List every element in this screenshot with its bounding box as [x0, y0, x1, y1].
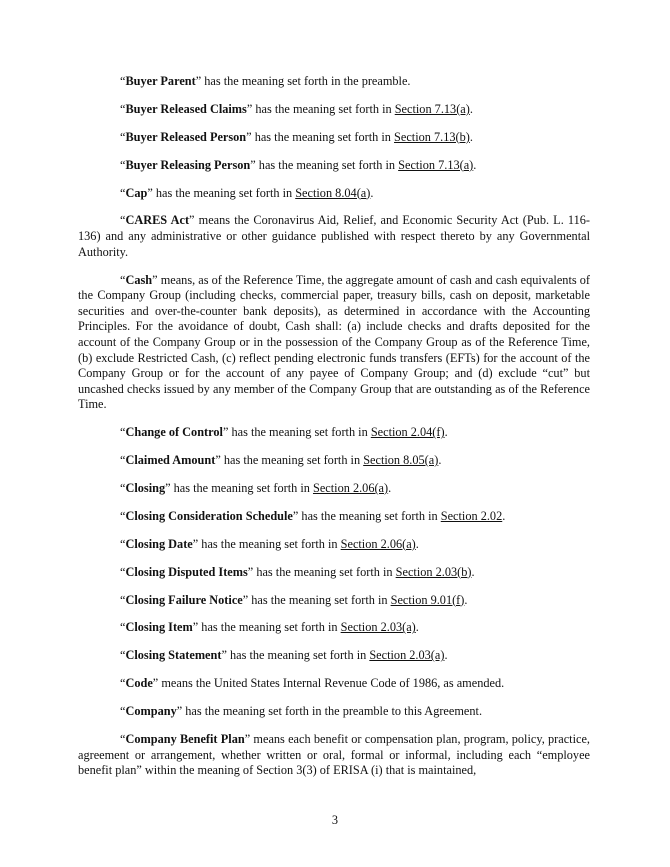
page-number: 3: [331, 813, 339, 827]
definition-text: has the meaning set forth in the preamble to this Agreement.: [182, 704, 483, 719]
definition: “Claimed Amount” has the meaning set forth in Section 8.05(a).: [120, 453, 442, 468]
definition-text: has the meaning set forth in: [170, 480, 313, 495]
section-reference: Section 7.13(a): [398, 157, 474, 172]
defined-term: Code: [125, 676, 153, 691]
definition: “Company” has the meaning set forth in the preamble to this Agreement.: [120, 704, 483, 719]
definition-text: has the meaning set forth in: [152, 185, 296, 200]
definition-text: means, as of the Reference Time, the aggregate amount of cash and cash equivalents of the Company Group (including checks, commercial paper, treasury bills, cash on deposit, marketable securities and over-the-counter bank deposits), as determined in accordance with the Accounting Principles. For the avoidance of doubt, Cash shall: (a) include checks and drafts deposited for the account of the Company Group or in the possession of the Company Group as of the Reference Time, (b) exclude Restricted Cash, (c) reflect pending electronic funds transfers (EFTs) for the account of the Company Group or for the account of any payee of Company Group; and (d) exclude “cut” but uncashed checks issued by any member of the Company Group that are outstanding as of the Reference Time.: [78, 272, 590, 412]
section-reference: Section 7.13(b): [394, 129, 470, 144]
defined-term: Company: [125, 704, 177, 719]
definition-text: has the meaning set forth in the preamble.: [201, 74, 411, 88]
section-reference: Section 2.06(a): [340, 536, 416, 551]
definition-text: means the Coronavirus Aid, Relief, and Economic Security Act (Pub. L. 116-136) and any administrative or other guidance published with respect thereto by any Governmental Authority.: [78, 213, 590, 259]
section-reference: Section 9.01(f): [390, 592, 465, 607]
definition-text: has the meaning set forth in: [220, 453, 364, 468]
defined-term: Closing Failure Notice: [125, 592, 243, 607]
definition: “Buyer Parent” has the meaning set forth in the preamble.: [120, 74, 411, 88]
section-reference: Section 2.03(a): [369, 648, 445, 663]
section-reference: Section 8.05(a): [363, 453, 439, 468]
definition: “Cap” has the meaning set forth in Section 8.04(a).: [120, 185, 374, 200]
definition-text: has the meaning set forth in: [248, 592, 391, 607]
section-reference: Section 7.13(a): [394, 101, 470, 116]
section-reference: Section 2.06(a): [312, 480, 389, 495]
section-reference: Section 2.03(a): [340, 620, 416, 635]
definition: “Buyer Released Claims” has the meaning set forth in Section 7.13(a).: [120, 101, 473, 116]
defined-term: Buyer Released Person: [125, 129, 247, 144]
definition: “Closing Date” has the meaning set forth in Section 2.06(a).: [120, 536, 419, 551]
definition-text: has the meaning set forth in: [251, 129, 395, 144]
definition-text: has the meaning set forth in: [298, 508, 441, 523]
definition-text: has the meaning set forth in: [252, 101, 395, 116]
definition: “Closing Failure Notice” has the meaning set forth in Section 9.01(f).: [120, 592, 468, 607]
definition: “Closing Statement” has the meaning set forth in Section 2.03(a).: [120, 648, 448, 663]
definition: “Closing” has the meaning set forth in Section 2.06(a).: [120, 480, 392, 495]
definition: “Closing Disputed Items” has the meaning set forth in Section 2.03(b).: [120, 564, 475, 579]
definition-text: means each benefit or compensation plan, program, policy, practice, agreement or arrangement, whether written or oral, formal or informal, including each “employee benefit plan” within the meaning of Section 3(3) of ERISA (i) that is maintained,: [78, 731, 591, 778]
section-reference: Section 2.02: [440, 508, 503, 523]
definition: “Closing Item” has the meaning set forth in Section 2.03(a).: [120, 620, 419, 635]
defined-term: Buyer Released Claims: [125, 101, 247, 116]
definition: “Buyer Releasing Person” has the meaning set forth in Section 7.13(a).: [120, 157, 477, 172]
defined-term: Cap: [125, 185, 148, 200]
section-reference: Section 8.04(a): [295, 185, 371, 200]
defined-term: Cash: [125, 272, 153, 287]
defined-term: Buyer Parent: [125, 74, 196, 88]
section-reference: Section 2.03(b): [395, 564, 472, 579]
defined-term: Closing Statement: [125, 648, 222, 663]
definition: “CARES Act” means the Coronavirus Aid, Relief, and Economic Security Act (Pub. L. 116-136) and any administrative or other guidance published with respect thereto by any Governmental Authority.: [78, 213, 590, 259]
definition: “Closing Consideration Schedule” has the meaning set forth in Section 2.02.: [120, 508, 506, 523]
definition-text: means the United States Internal Revenue Code of 1986, as amended.: [158, 676, 505, 691]
section-reference: Section 2.04(f): [370, 425, 445, 440]
definitions-list: [78, 74, 590, 791]
definition: “Change of Control” has the meaning set forth in Section 2.04(f).: [120, 425, 448, 440]
defined-term: Change of Control: [125, 425, 223, 440]
definition: “Company Benefit Plan” means each benefit or compensation plan, program, policy, practice, agreement or arrangement, whether written or oral, formal or informal, including each “employee benefit plan” within the meaning of Section 3(3) of ERISA (i) that is maintained,: [78, 731, 591, 778]
defined-term: Closing Date: [125, 536, 193, 551]
definition-text: has the meaning set forth in: [198, 536, 341, 551]
definition-text: has the meaning set forth in: [228, 425, 371, 440]
definition-text: has the meaning set forth in: [198, 620, 341, 635]
definition-text: has the meaning set forth in: [255, 157, 399, 172]
defined-term: Closing Disputed Items: [125, 564, 248, 579]
defined-term: Closing Item: [125, 620, 193, 635]
defined-term: Closing Consideration Schedule: [125, 508, 293, 523]
defined-term: Claimed Amount: [125, 453, 216, 468]
defined-term: Closing: [125, 480, 166, 495]
definition: “Buyer Released Person” has the meaning set forth in Section 7.13(b).: [120, 129, 473, 144]
defined-term: Company Benefit Plan: [125, 731, 245, 746]
definition: “Cash” means, as of the Reference Time, the aggregate amount of cash and cash equivalents of the Company Group (including checks, commercial paper, treasury bills, cash on deposit, marketable securities and over-the-counter bank deposits), as determined in accordance with the Accounting Principles. For the avoidance of doubt, Cash shall: (a) include checks and drafts deposited for the account of the Company Group or in the possession of the Company Group as of the Reference Time, (b) exclude Restricted Cash, (c) reflect pending electronic funds transfers (EFTs) for the account of the Company Group or for the account of any payee of Company Group; and (d) exclude “cut” but uncashed checks issued by any member of the Company Group that are outstanding as of the Reference Time.: [78, 272, 590, 412]
defined-term: CARES Act: [125, 213, 190, 228]
definition: “Code” means the United States Internal Revenue Code of 1986, as amended.: [120, 676, 505, 691]
definition-text: has the meaning set forth in: [253, 564, 396, 579]
definition-text: has the meaning set forth in: [226, 648, 370, 663]
defined-term: Buyer Releasing Person: [125, 157, 251, 172]
